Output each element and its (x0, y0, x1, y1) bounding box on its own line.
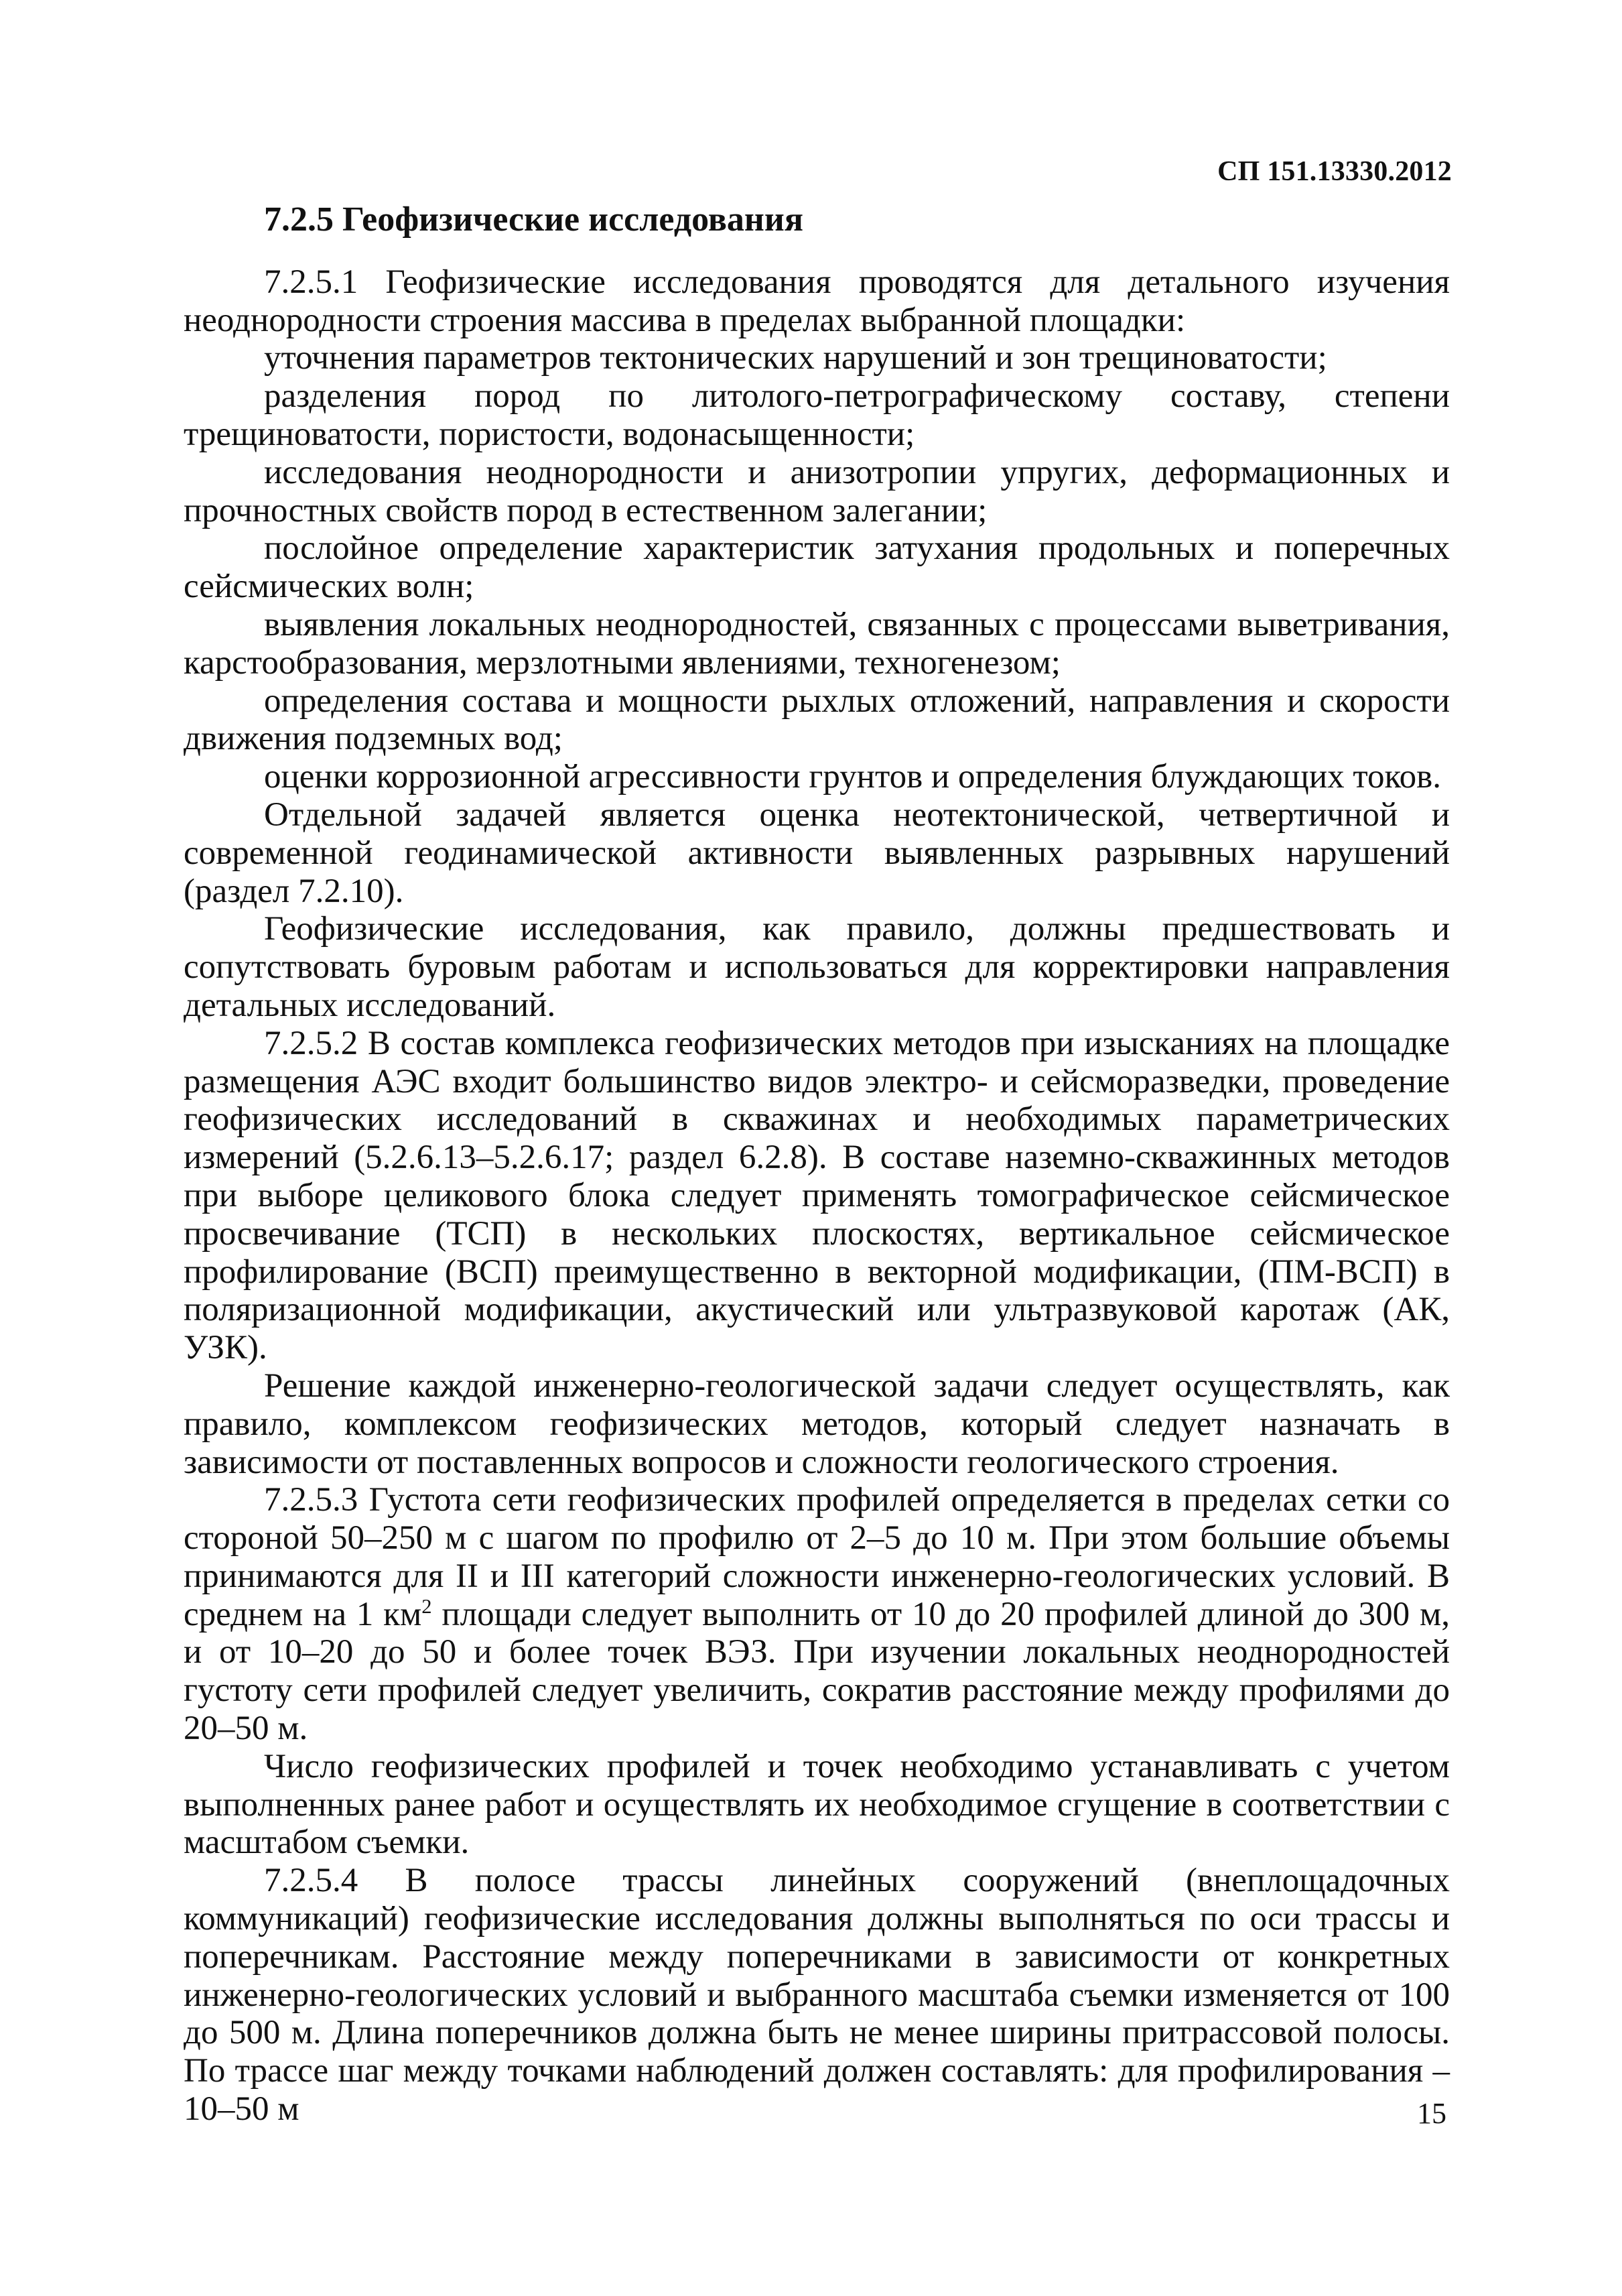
paragraph-7-2-5-3 (184, 1481, 1450, 1748)
superscript: 2 (421, 1594, 432, 1618)
paragraph: 7.2.5.1 Геофизические исследования проводятся для детального изучения неоднородности строения массива в пределах выбранной площадки: (184, 263, 1450, 339)
paragraph: выявления локальных неоднородностей, связанных с процессами выветривания, карстообразования, мерзлотными явлениями, техногенезом; (184, 605, 1450, 682)
paragraph: 7.2.5.2 В состав комплекса геофизических методов при изысканиях на площадке размещения АЭС входит большинство видов электро- и сейсморазведки, проведение геофизических исследований в скважинах и необходимых параметрических измерений (5.2.6.13–5.2.6.17; раздел 6.2.8). В составе наземно-скважинных методов при выборе целикового блока следует применять томографическое сейсмическое просвечивание (ТСП) в нескольких плоскостях, вертикальное сейсмическое профилирование (ВСП) преимущественно в векторной модификации, (ПМ-ВСП) в поляризационной модификации, акустический или ультразвуковой каротаж (АК, УЗК). (184, 1024, 1450, 1367)
paragraph: Решение каждой инженерно-геологической задачи следует осуществлять, как правило, комплексом геофизических методов, который следует назначать в зависимости от поставленных вопросов и сложности геологического строения. (184, 1366, 1450, 1481)
paragraph: исследования неоднородности и анизотропии упругих, деформационных и прочностных свойств пород в естественном залегании; (184, 453, 1450, 529)
paragraph: послойное определение характеристик затухания продольных и поперечных сейсмических волн; (184, 529, 1450, 606)
document-body (184, 201, 1450, 2128)
paragraph: разделения пород по литолого-петрографическому составу, степени трещиноватости, пористости, водонасыщенности; (184, 377, 1450, 453)
paragraph: Число геофизических профилей и точек необходимо устанавливать с учетом выполненных ранее работ и осуществлять их необходимое сгущение в соответствии с масштабом съемки. (184, 1747, 1450, 1862)
page-number: 15 (1417, 2097, 1446, 2130)
document-code: СП 151.13330.2012 (1217, 156, 1452, 187)
paragraph: оценки коррозионной агрессивности грунтов и определения блуждающих токов. (264, 758, 1442, 796)
paragraph: Отдельной задачей является оценка неотектонической, четвертичной и современной геодинамической активности выявленных разрывных нарушений (раздел 7.2.10). (184, 795, 1450, 910)
paragraph: Геофизические исследования, как правило, должны предшествовать и сопутствовать буровым работам и использоваться для корректировки направления детальных исследований. (184, 910, 1450, 1024)
paragraph: 7.2.5.4 В полосе трассы линейных сооружений (внеплощадочных коммуникаций) геофизические исследования должны выполняться по оси трассы и поперечникам. Расстояние между поперечниками в зависимости от конкретных инженерно-геологических условий и выбранного масштаба съемки изменяется от 100 до 500 м. Длина поперечников должна быть не менее ширины притрассовой полосы. По трассе шаг между точками наблюдений должен составлять: для профилирования – 10–50 м (184, 1862, 1450, 2128)
paragraph-text: площади следует выполнить от 10 до 20 профилей длиной до 300 м, и от 10–20 до 50 и более точек ВЭЗ. При изучении локальных неоднородностей густоту сети профилей следует увеличить, сократив расстояние между профилями до 20–50 м. (184, 1595, 1450, 1748)
paragraph-text: 7.2.5.3 Густота сети геофизических профилей определяется в пределах сетки со стороной 50–250 м с шагом по профилю от 2–5 до 10 м. При этом большие объемы принимаются для II и III категорий сложности инженерно-геологических условий. В среднем на 1 км (184, 1481, 1450, 1633)
paragraph: определения состава и мощности рыхлых отложений, направления и скорости движения подземных вод; (184, 682, 1450, 758)
section-title: 7.2.5 Геофизические исследования (264, 200, 803, 239)
paragraph: уточнения параметров тектонических нарушений и зон трещиноватости; (264, 339, 1327, 377)
